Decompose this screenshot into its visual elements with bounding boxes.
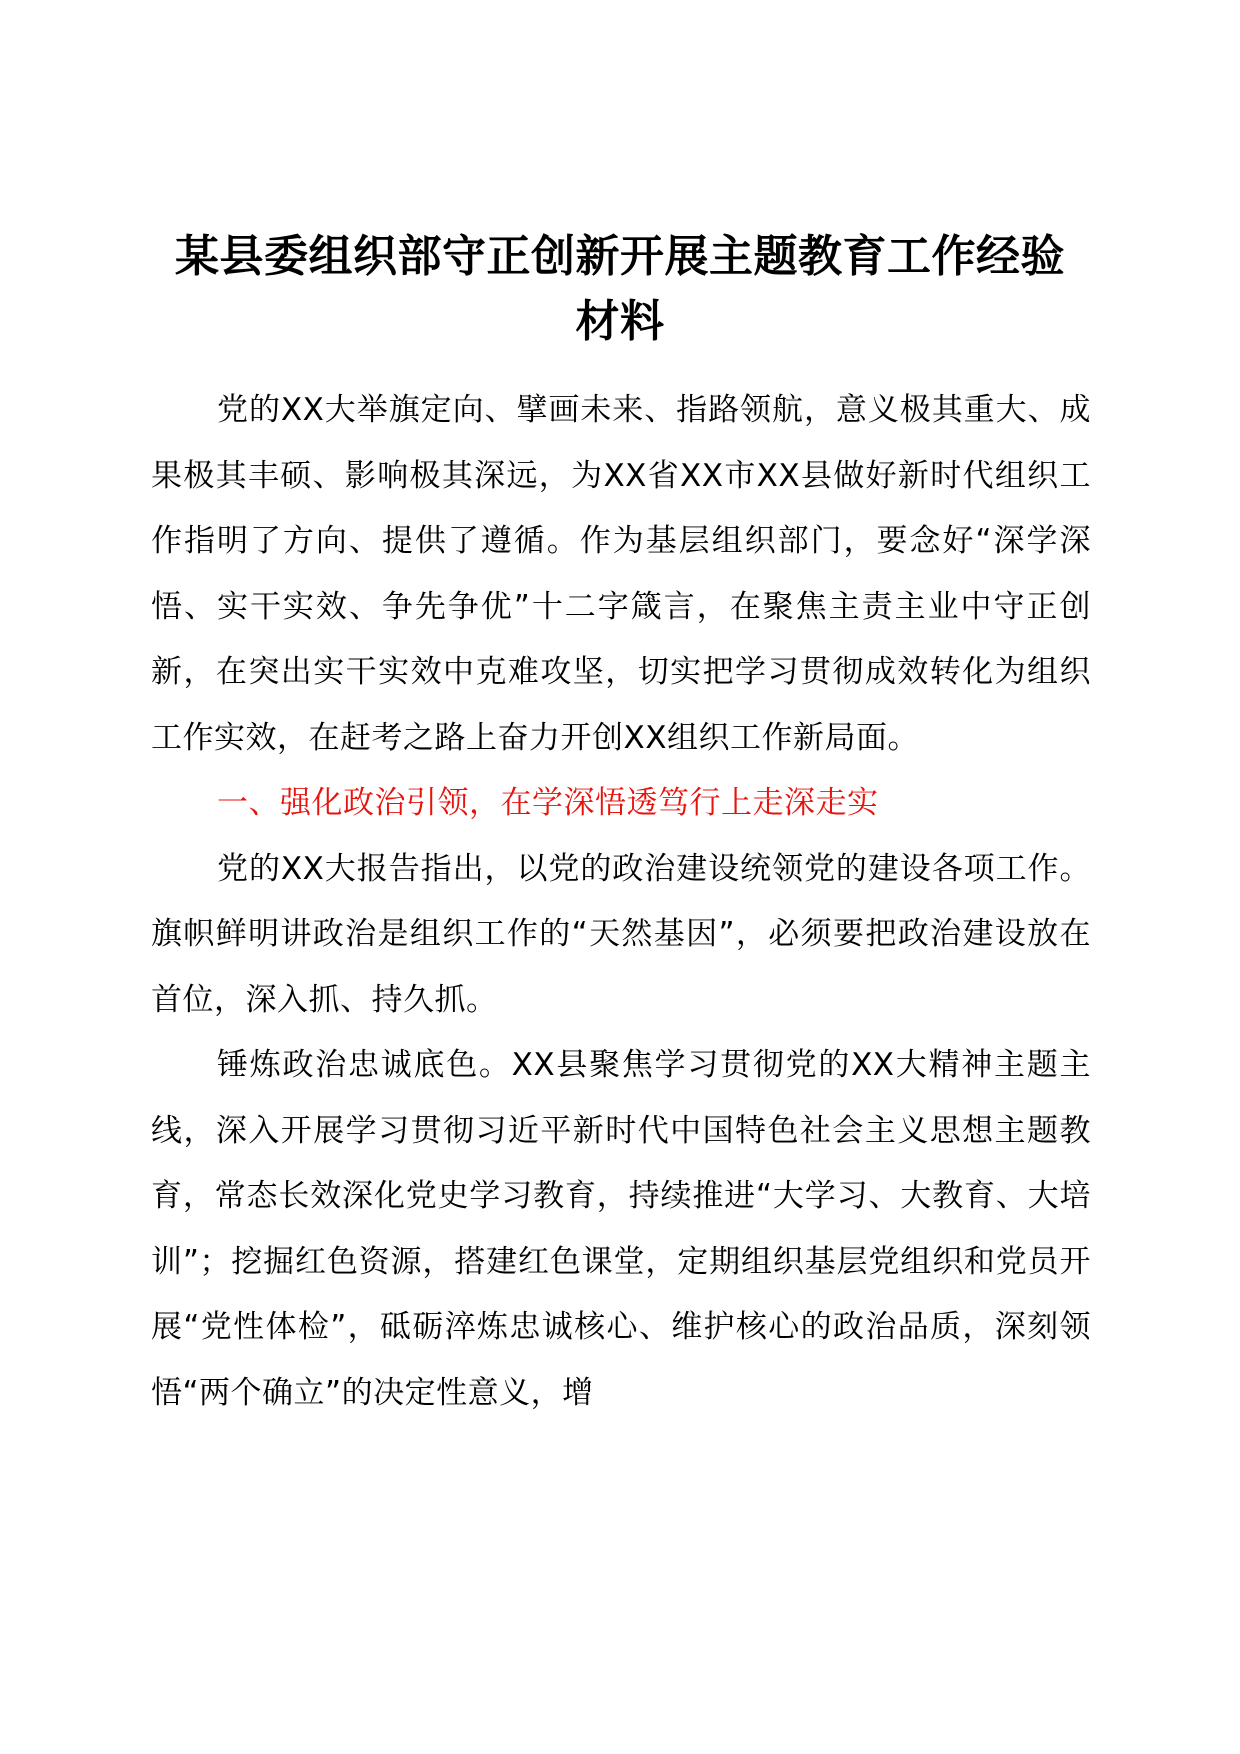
document-title — [150, 224, 1090, 354]
section-heading: 一、强化政治引领，在学深悟透笃行上走深走实 — [217, 785, 879, 821]
body-paragraph: 党的XX大报告指出，以党的政治建设统领党的建设各项工作。旗帜鲜明讲政治是组织工作的“天然基因”，必须要把政治建设放在首位，深入抓、持久抓。 — [151, 850, 1091, 1018]
body-paragraph: 锤炼政治忠诚底色。XX县聚焦学习贯彻党的XX大精神主题主线，深入开展学习贯彻习近平新时代中国特色社会主义思想主题教育，常态长效深化党史学习教育，持续推进“大学习、大教育、大培训”；挖掘红色资源，搭建红色课堂，定期组织基层党组织和党员开展“党性体检”，砥砺淬炼忠诚核心、维护核心的政治品质，深刻领悟“两个确立”的决定性意义，增 — [151, 1047, 1091, 1411]
title-line-2: 材料 — [575, 296, 665, 347]
intro-paragraph: 党的XX大举旗定向、擘画未来、指路领航，意义极其重大、成果极其丰硕、影响极其深远，为XX省XX市XX县做好新时代组织工作指明了方向、提供了遵循。作为基层组织部门，要念好“深学深悟、实干实效、争先争优”十二字箴言，在聚焦主责主业中守正创新，在突出实干实效中克难攻坚，切实把学习贯彻成效转化为组织工作实效，在赶考之路上奋力开创XX组织工作新局面。 — [151, 392, 1091, 756]
document-body — [151, 378, 1091, 1426]
title-line-1: 某县委组织部守正创新开展主题教育工作经验 — [175, 231, 1065, 282]
